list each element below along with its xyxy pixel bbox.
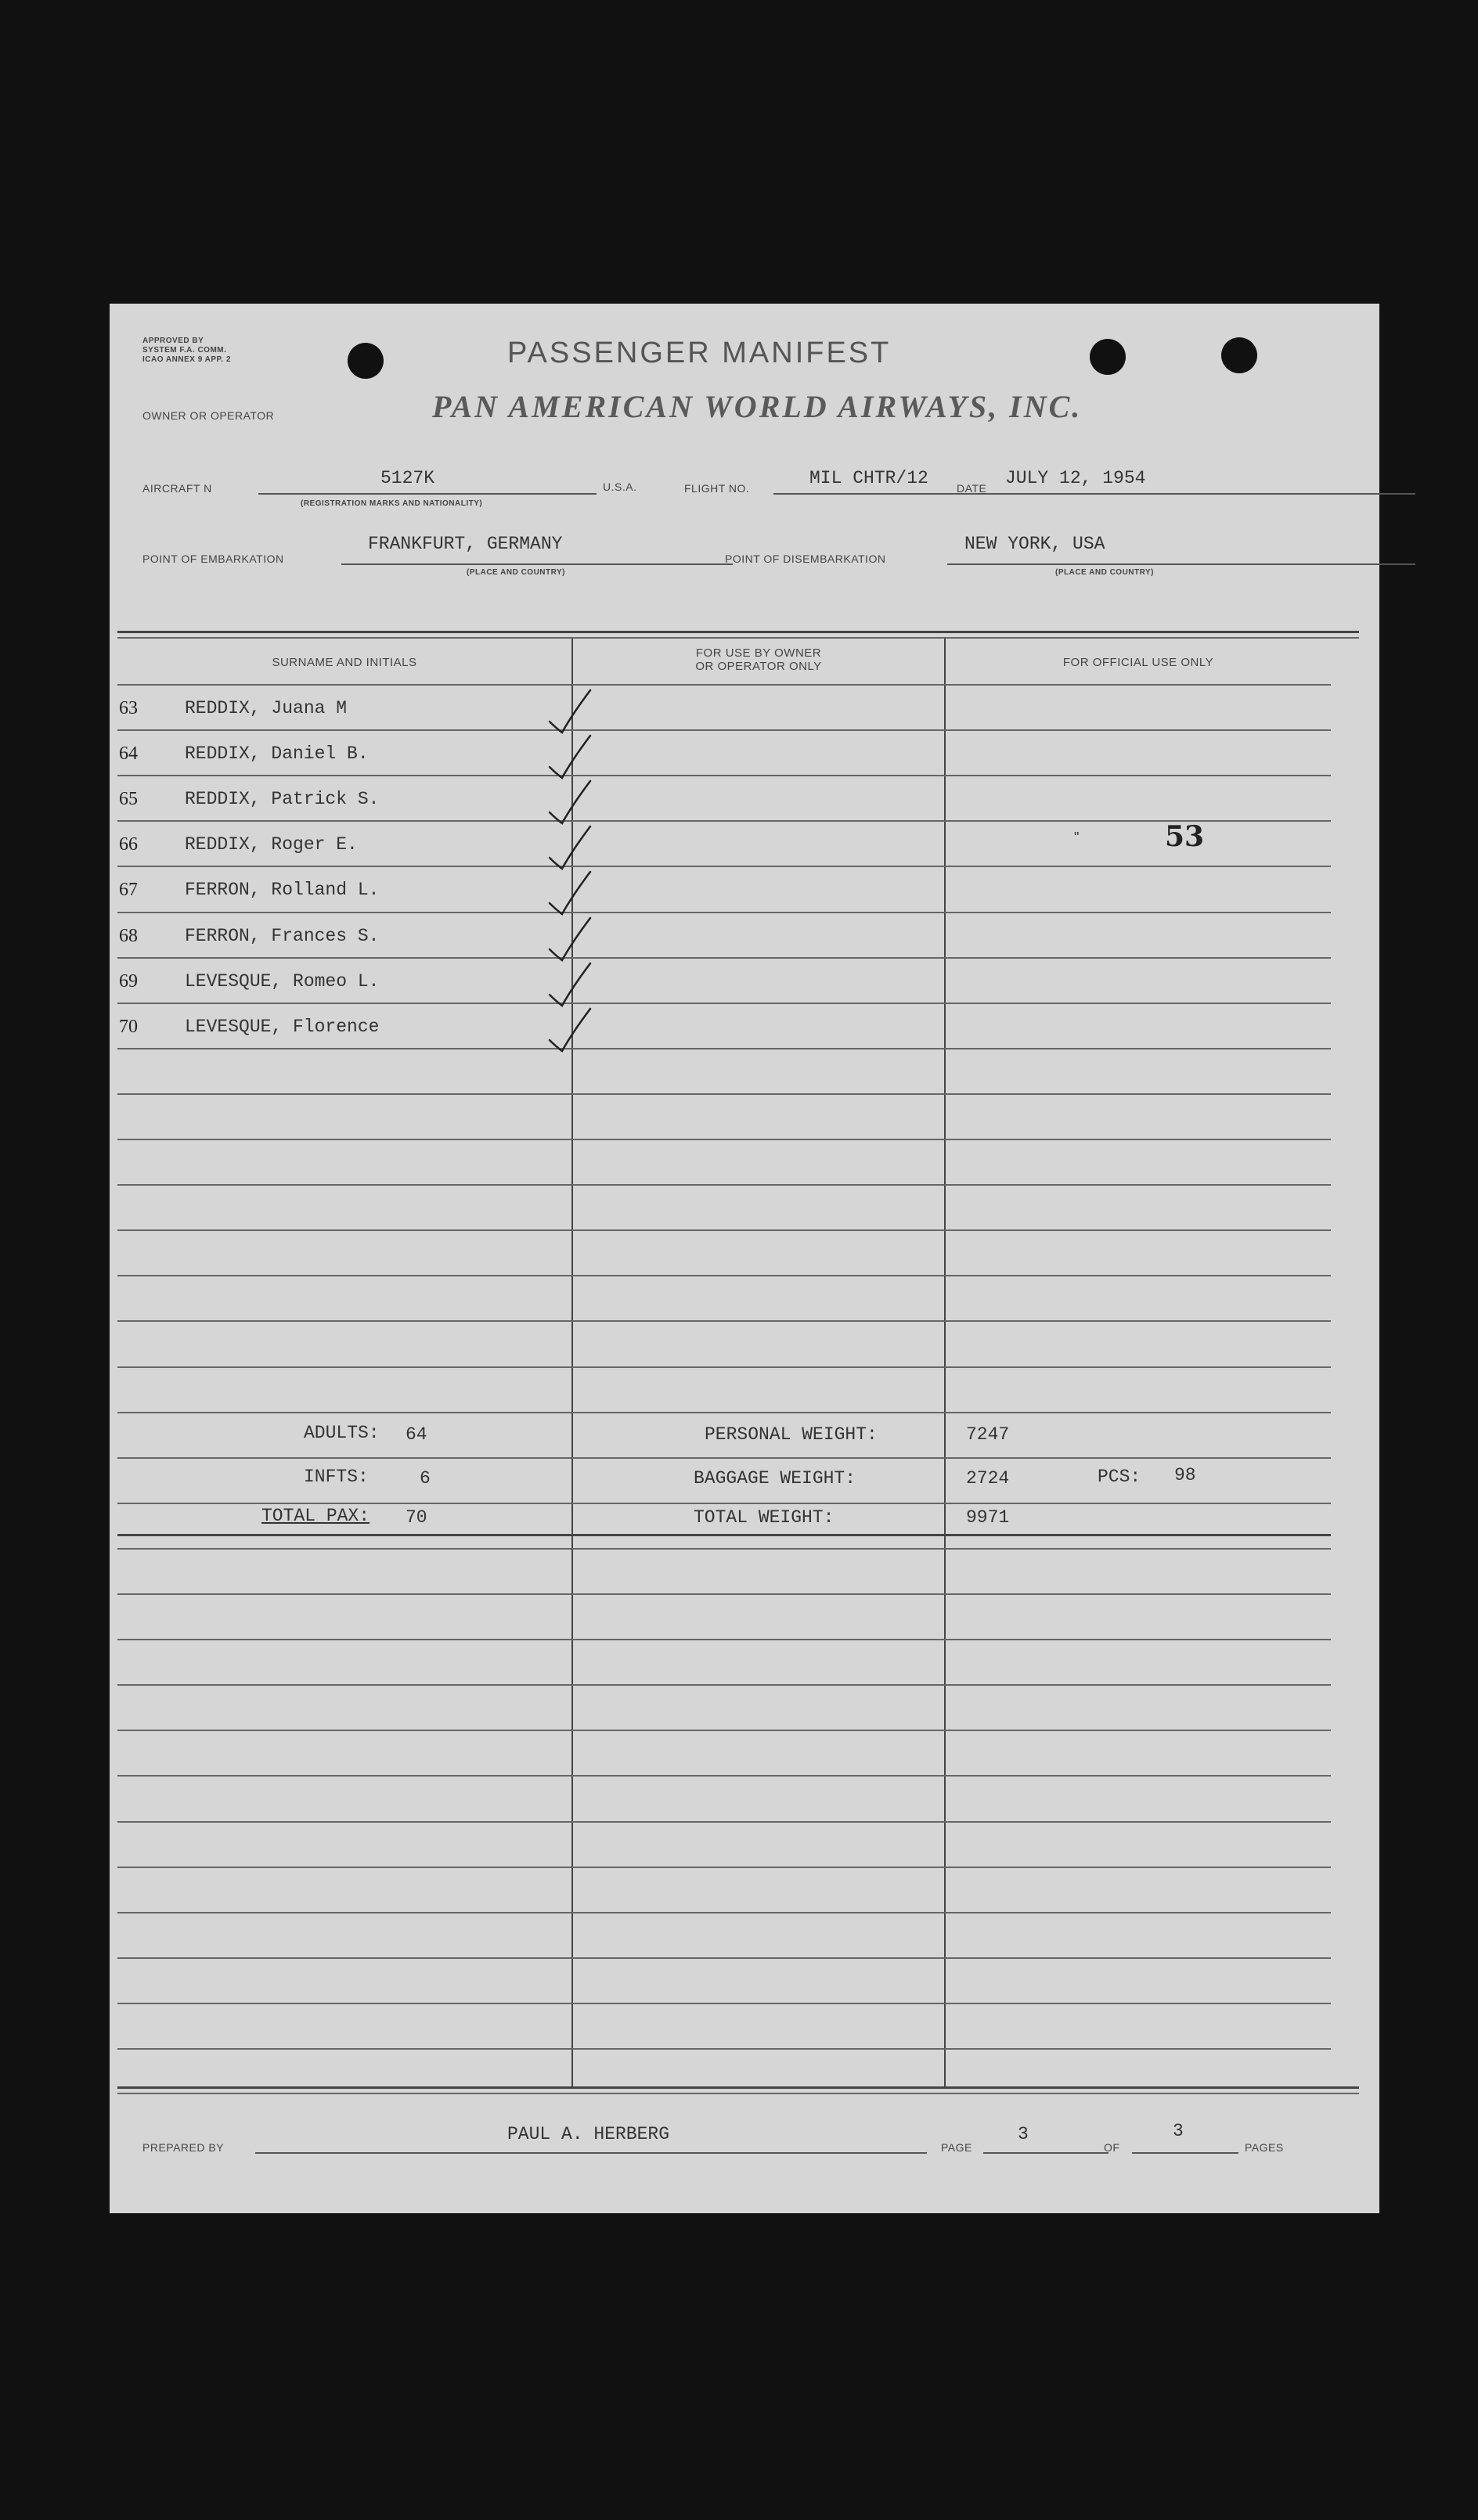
flight-underline (773, 493, 1415, 495)
aircraft-label: AIRCRAFT N (142, 482, 212, 495)
column-header-official: FOR OFFICIAL USE ONLY (1062, 656, 1214, 669)
owner-header-line: OR OPERATOR ONLY (695, 660, 822, 673)
passenger-number: 65 (119, 789, 138, 809)
total-weight-value: 9971 (966, 1507, 1010, 1528)
passenger-number: 63 (119, 698, 138, 718)
row-line (117, 1775, 1331, 1777)
table-top-rule (117, 631, 1359, 633)
embarkation-sublabel: (PLACE AND COUNTRY) (467, 568, 565, 577)
pages-label: PAGES (1245, 2141, 1284, 2154)
prepared-by-value: PAUL A. HERBERG (507, 2124, 670, 2144)
flight-number: MIL CHTR/12 (809, 468, 928, 488)
approval-line: APPROVED BY (142, 337, 204, 345)
table-top-rule-2 (117, 637, 1359, 639)
official-mark: " (1074, 830, 1080, 845)
owner-label: OWNER OR OPERATOR (142, 409, 275, 422)
total-weight-label: TOTAL WEIGHT: (694, 1507, 835, 1528)
total-pax-label: TOTAL PAX: (261, 1506, 370, 1526)
row-line (117, 1139, 1331, 1140)
row-line (117, 2048, 1331, 2050)
row-line (117, 912, 1331, 913)
personal-weight-label: PERSONAL WEIGHT: (705, 1424, 878, 1445)
row-line (117, 684, 1331, 686)
row-line (117, 1639, 1331, 1640)
page-total: 3 (1173, 2121, 1184, 2141)
date-label: DATE (957, 482, 987, 495)
passenger-name: LEVESQUE, Florence (185, 1017, 380, 1037)
passenger-number: 69 (119, 971, 138, 992)
approval-stamp (142, 337, 231, 365)
pieces-value: 98 (1174, 1465, 1196, 1485)
prepared-underline (255, 2152, 927, 2154)
row-line (117, 1548, 1331, 1550)
airline-name: PAN AMERICAN WORLD AIRWAYS, INC. (432, 389, 1083, 424)
row-line (117, 957, 1331, 959)
embarkation-label: POINT OF EMBARKATION (142, 553, 284, 565)
disembarkation-value: NEW YORK, USA (964, 534, 1105, 554)
passenger-name: REDDIX, Juana M (185, 698, 348, 718)
owner-header-line: FOR USE BY OWNER (695, 646, 822, 660)
flight-label: FLIGHT NO. (684, 482, 750, 495)
manifest-sheet (110, 304, 1379, 2213)
row-line (117, 1184, 1331, 1186)
total-pax-value: 70 (406, 1507, 427, 1528)
row-line (117, 1320, 1331, 1322)
passenger-number: 70 (119, 1017, 138, 1037)
punch-hole-right-2 (1221, 337, 1257, 373)
official-stamp-number: 53 (1165, 820, 1205, 853)
disembarkation-label: POINT OF DISEMBARKATION (725, 553, 886, 565)
of-label: OF (1104, 2141, 1120, 2154)
row-line (117, 1275, 1331, 1276)
passenger-name: FERRON, Rolland L. (185, 880, 380, 900)
passenger-name: REDDIX, Patrick S. (185, 789, 380, 809)
row-line (117, 866, 1331, 867)
aircraft-underline (258, 493, 597, 495)
totals-rule (117, 1534, 1331, 1536)
embarkation-underline (341, 563, 733, 565)
punch-hole-left (348, 343, 384, 379)
aircraft-country: U.S.A. (603, 481, 637, 493)
approval-line: ICAO ANNEX 9 APP. 2 (142, 355, 232, 364)
row-line (117, 1503, 1331, 1504)
row-line (117, 1730, 1331, 1731)
row-line (117, 1593, 1331, 1595)
row-line (117, 1366, 1331, 1368)
row-line (117, 1821, 1331, 1823)
adults-label: ADULTS: (304, 1423, 380, 1443)
row-line (117, 1093, 1331, 1095)
row-line (117, 820, 1331, 822)
passenger-name: FERRON, Frances S. (185, 926, 380, 946)
row-line (117, 1684, 1331, 1686)
check-mark-icon (545, 1006, 592, 1060)
table-bottom-rule (117, 2086, 1359, 2089)
passenger-name: REDDIX, Daniel B. (185, 743, 369, 764)
passenger-number: 68 (119, 926, 138, 946)
infants-value: 6 (420, 1468, 431, 1489)
column-header-surname: SURNAME AND INITIALS (272, 656, 417, 669)
row-line (117, 1867, 1331, 1868)
page-number: 3 (1018, 2124, 1029, 2144)
baggage-weight-value: 2724 (966, 1468, 1010, 1489)
passenger-number: 66 (119, 834, 138, 855)
punch-hole-right-1 (1090, 339, 1126, 375)
row-line (117, 1003, 1331, 1004)
row-line (117, 1229, 1331, 1231)
row-line (117, 1957, 1331, 1959)
disembarkation-sublabel: (PLACE AND COUNTRY) (1055, 568, 1154, 577)
flight-date: JULY 12, 1954 (1005, 468, 1146, 488)
passenger-name: REDDIX, Roger E. (185, 834, 358, 855)
row-line (117, 2003, 1331, 2004)
passenger-name: LEVESQUE, Romeo L. (185, 971, 380, 992)
pages-underline (1132, 2152, 1238, 2154)
table-bottom-rule-2 (117, 2093, 1359, 2094)
aircraft-registration: 5127K (380, 468, 435, 488)
personal-weight-value: 7247 (966, 1424, 1010, 1445)
aircraft-sublabel: (REGISTRATION MARKS AND NATIONALITY) (301, 499, 483, 508)
disembarkation-underline (947, 563, 1415, 565)
page-label: PAGE (941, 2141, 972, 2154)
adults-value: 64 (406, 1424, 427, 1445)
approval-line: SYSTEM F.A. COMM. (142, 346, 227, 355)
row-line (117, 1412, 1331, 1413)
passenger-number: 64 (119, 743, 138, 764)
column-header-owner (573, 646, 944, 673)
infants-label: INFTS: (304, 1467, 369, 1487)
row-line (117, 1048, 1331, 1049)
page-title: PASSENGER MANIFEST (507, 337, 892, 369)
row-line (117, 775, 1331, 776)
row-line (117, 729, 1331, 731)
page-underline (983, 2152, 1108, 2154)
prepared-by-label: PREPARED BY (142, 2141, 225, 2154)
row-line (117, 1912, 1331, 1913)
passenger-number: 67 (119, 880, 138, 900)
pieces-label: PCS: (1098, 1467, 1141, 1487)
column-divider-2 (944, 639, 946, 2088)
row-line (117, 1457, 1331, 1459)
baggage-weight-label: BAGGAGE WEIGHT: (694, 1468, 856, 1489)
embarkation-value: FRANKFURT, GERMANY (368, 534, 563, 554)
